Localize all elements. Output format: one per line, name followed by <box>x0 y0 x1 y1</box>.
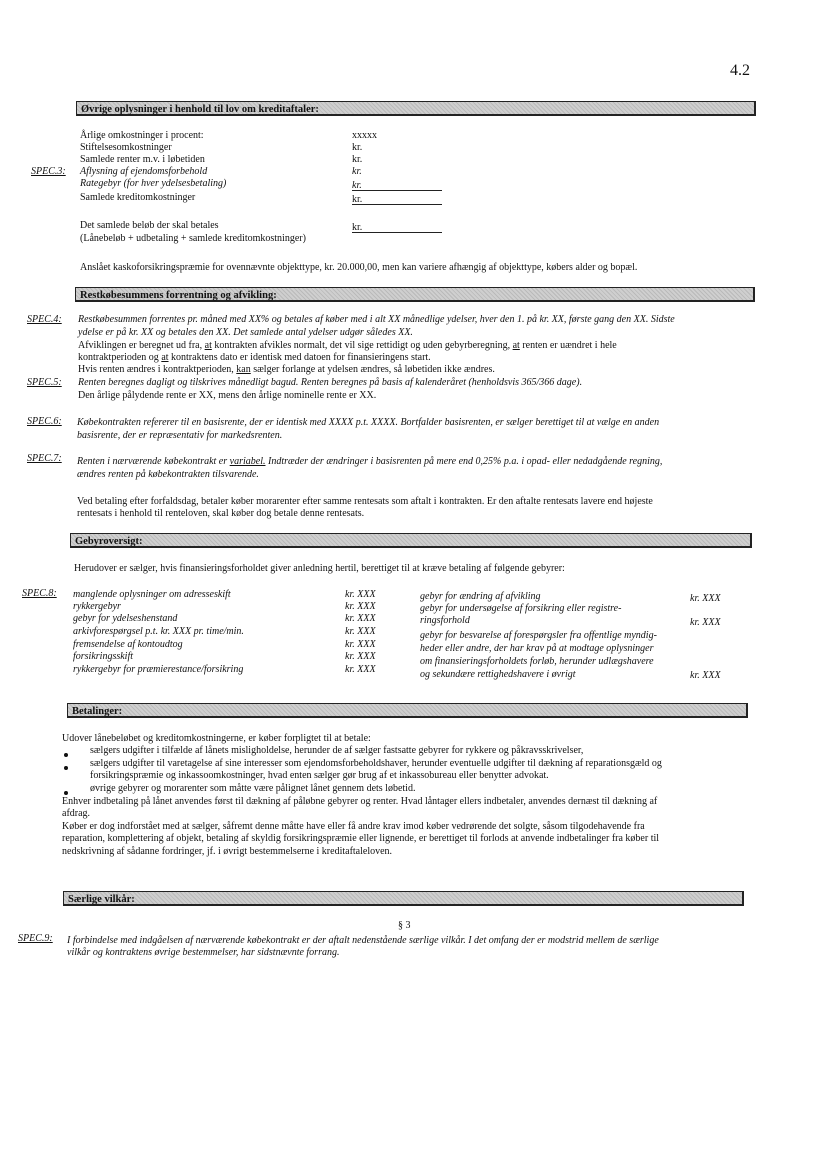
bullet-text: sælgers udgifter til varetagelse af sine interesser som ejendomsforbeholdshaver, herunder eventuelle udgifter til dækning af reparationsgæld og <box>90 758 662 769</box>
fees-intro: Herudover er sælger, hvis finansieringsforholdet giver anledning hertil, berettiget til at kræve betaling af følgende gebyrer: <box>74 563 565 574</box>
fee-value: kr. XXX <box>345 664 376 675</box>
section-header-gebyroversigt: Gebyroversigt: <box>70 533 752 548</box>
cost-row: Årlige omkostninger i procent: <box>80 130 204 141</box>
fee-value: kr. XXX <box>345 651 376 662</box>
text-line: ændres renten på købekontrakten tilsvarende. <box>77 469 259 480</box>
text-line <box>78 340 617 353</box>
text-span: at <box>161 352 169 363</box>
text-span: kontraktens dato er identisk med datoen for finansieringens start. <box>171 352 431 363</box>
fee-right-line: gebyr for besvarelse af forespørgsler fra offentlige myndig- <box>420 630 657 641</box>
text-line: Købekontrakten refererer til en basisrente, der er identisk med XXXX p.t. XXXX. Bortfalder basisrenten, er sælger berettiget til at vælge en anden <box>77 417 660 428</box>
payments-intro: Udover lånebeløbet og kreditomkostningerne, er køber forpligtet til at betale: <box>62 733 371 744</box>
fee-right-line: gebyr for ændring af afvikling <box>420 591 541 602</box>
fee-right-line: gebyr for undersøgelse af forsikring eller registre- <box>420 603 622 614</box>
bullet-text: sælgers udgifter i tilfælde af lånets misligholdelse, herunder de af sælger fastsatte gebyrer for rykkere og påkravsskrivelser, <box>90 745 584 756</box>
fee-right-line: heder eller andre, der har krav på at modtage oplysninger <box>420 643 654 654</box>
fee-label: fremsendelse af kontoudtog <box>73 639 183 650</box>
section-header-kreditaftaler: Øvrige oplysninger i henhold til lov om kreditaftaler: <box>76 101 756 116</box>
text-line: Renten beregnes dagligt og tilskrives månedligt bagud. Renten beregnes på basis af kalenderåret (henholdsvis 365/366 dage). <box>78 377 583 388</box>
fee-label: gebyr for ydelseshenstand <box>73 613 178 624</box>
text-line: Den årlige pålydende rente er XX, mens den årlige nominelle rente er XX. <box>78 390 377 401</box>
text-span: sælger forlange at ydelsen ændres, så løbetiden ikke ændres. <box>253 364 495 375</box>
text-span: at <box>204 340 212 351</box>
page-number: 4.2 <box>730 62 750 79</box>
text-span: Afviklingen er beregnet ud fra, <box>78 340 203 351</box>
total-value-field: kr. <box>352 220 442 233</box>
fee-right-value: kr. XXX <box>690 670 721 681</box>
fee-value: kr. XXX <box>345 626 376 637</box>
cost-value: kr. <box>352 154 363 165</box>
text-line: nedskrivning af sådanne fordringer, jf. i øvrigt bestemmelserne i kreditaftaleloven. <box>62 846 393 857</box>
cost-row: Rategebyr (for hver ydelsesbetaling) <box>80 178 227 189</box>
section-header-forrentning: Restkøbesummens forrentning og afvikling: <box>75 287 755 302</box>
spec-ref-5: SPEC.5: <box>27 377 62 388</box>
text-line: reparation, komplettering af objekt, betaling af skyldig forsikringspræmie eller lignende, er berettiget til forlods at anvende indbetalinger fra køber til <box>62 833 660 844</box>
text-span: Indtræder der ændringer i basisrenten på mere end 0,25% p.a. i opad- eller nedadgående regning, <box>267 456 663 467</box>
fee-label: forsikringsskift <box>73 651 134 662</box>
fee-right-line: og sekundære rettighedshavere i øvrigt <box>420 669 576 680</box>
spec-ref-8: SPEC.8: <box>22 588 57 599</box>
fee-right-value: kr. XXX <box>690 593 721 604</box>
total-label: Det samlede beløb der skal betales <box>80 220 219 231</box>
text-span: kan <box>236 364 251 375</box>
fee-right-line: om finansieringsforholdets forløb, herunder udlægshavere <box>420 656 654 667</box>
text-span: at <box>512 340 520 351</box>
cost-row: Samlede kreditomkostninger <box>80 192 196 203</box>
text-line: I forbindelse med indgåelsen af nærværende købekontrakt er der aftalt nedenstående særlige vilkår. I det omfang der er modstrid mellem de særlige <box>67 935 659 946</box>
cost-value: kr. <box>352 166 362 177</box>
bullet-text: forsikringspræmie og inkassoomkostninger, hvad enten sælger gør brug af et inkassobureau eller benytter advokat. <box>90 770 549 781</box>
text-span: variabel. <box>229 456 266 467</box>
bullet-icon <box>64 762 68 775</box>
text-line: afdrag. <box>62 808 91 819</box>
section-header-betalinger: Betalinger: <box>67 703 748 718</box>
spec-ref-3: SPEC.3: <box>31 166 66 177</box>
text-line: ydelse er på kr. XX og betales den XX. Det samlede antal ydelser udgør således XX. <box>78 327 413 338</box>
text-span: renten er uændret i hele <box>522 340 617 351</box>
section-header-saerlige-vilkaar: Særlige vilkår: <box>63 891 744 906</box>
paragraph-sign: § 3 <box>398 920 411 931</box>
text-span: Hvis renten ændres i kontraktperioden, <box>78 364 234 375</box>
text-span: kontrakten afvikles normalt, det vil sige rettidigt og uden gebyrberegning, <box>214 340 511 351</box>
spec-ref-4: SPEC.4: <box>27 314 62 325</box>
text-line: basisrente, der er repræsentativ for markedsrenten. <box>77 430 283 441</box>
text-line: Enhver indbetaling på lånet anvendes først til dækning af påløbne gebyrer og renter. Hvad låntager ellers indbetaler, anvendes dernæst til dækning af <box>62 796 658 807</box>
text-span: kontraktperioden og <box>78 352 159 363</box>
spec-ref-9: SPEC.9: <box>18 933 53 944</box>
text-line <box>78 364 495 377</box>
fee-value: kr. XXX <box>345 589 376 600</box>
cost-value: xxxxx <box>352 130 377 141</box>
cost-row: Stiftelsesomkostninger <box>80 142 172 153</box>
fee-label: rykkergebyr <box>73 601 121 612</box>
fee-label: manglende oplysninger om adresseskift <box>73 589 231 600</box>
fee-value: kr. XXX <box>345 601 376 612</box>
spec-ref-7: SPEC.7: <box>27 453 62 464</box>
cost-value-field: kr. <box>352 178 442 191</box>
fee-label: arkivforespørgsel p.t. kr. XXX pr. time/min. <box>73 626 244 637</box>
text-line: Ved betaling efter forfaldsdag, betaler køber morarenter efter samme rentesats som aftalt i kontrakten. Er den aftalte rentesats lavere end højeste <box>77 496 653 507</box>
cost-row: Samlede renter m.v. i løbetiden <box>80 154 205 165</box>
bullet-text: øvrige gebyrer og morarenter som måtte være pålignet lånet gennem dets løbetid. <box>90 783 416 794</box>
fee-right-value: kr. XXX <box>690 617 721 628</box>
kasko-text: Anslået kaskoforsikringspræmie for ovennævnte objekttype, kr. 20.000,00, men kan variere afhængig af objekttype, købers alder og bopæl. <box>80 262 638 273</box>
fee-right-line: ringsforhold <box>420 615 470 626</box>
cost-value: kr. <box>352 142 363 153</box>
cost-row: Aflysning af ejendomsforbehold <box>80 166 208 177</box>
fee-label: rykkergebyr for præmierestance/forsikring <box>73 664 244 675</box>
text-line <box>78 352 431 365</box>
text-line: Restkøbesummen forrentes pr. måned med XX% og betales af køber med i alt XX månedlige ydelser, hver den 1. på kr. XX, første gang den XX. Sidste <box>78 314 675 325</box>
cost-value-field: kr. <box>352 192 442 205</box>
spec-ref-6: SPEC.6: <box>27 416 62 427</box>
text-span: Renten i nærværende købekontrakt er <box>77 456 228 467</box>
text-line: rentesats i henhold til renteloven, skal køber dog betale denne rentesats. <box>77 508 365 519</box>
text-line <box>77 456 662 469</box>
fee-value: kr. XXX <box>345 613 376 624</box>
fee-value: kr. XXX <box>345 639 376 650</box>
text-line: vilkår og kontraktens øvrige bestemmelser, har sidstnævnte forrang. <box>67 947 340 958</box>
bullet-icon <box>64 749 68 762</box>
total-note: (Lånebeløb + udbetaling + samlede kreditomkostninger) <box>80 233 306 244</box>
text-line: Køber er dog indforstået med at sælger, såfremt denne måtte have eller få andre krav imod køber vedrørende det solgte, såsom tilgodehavende fra <box>62 821 645 832</box>
